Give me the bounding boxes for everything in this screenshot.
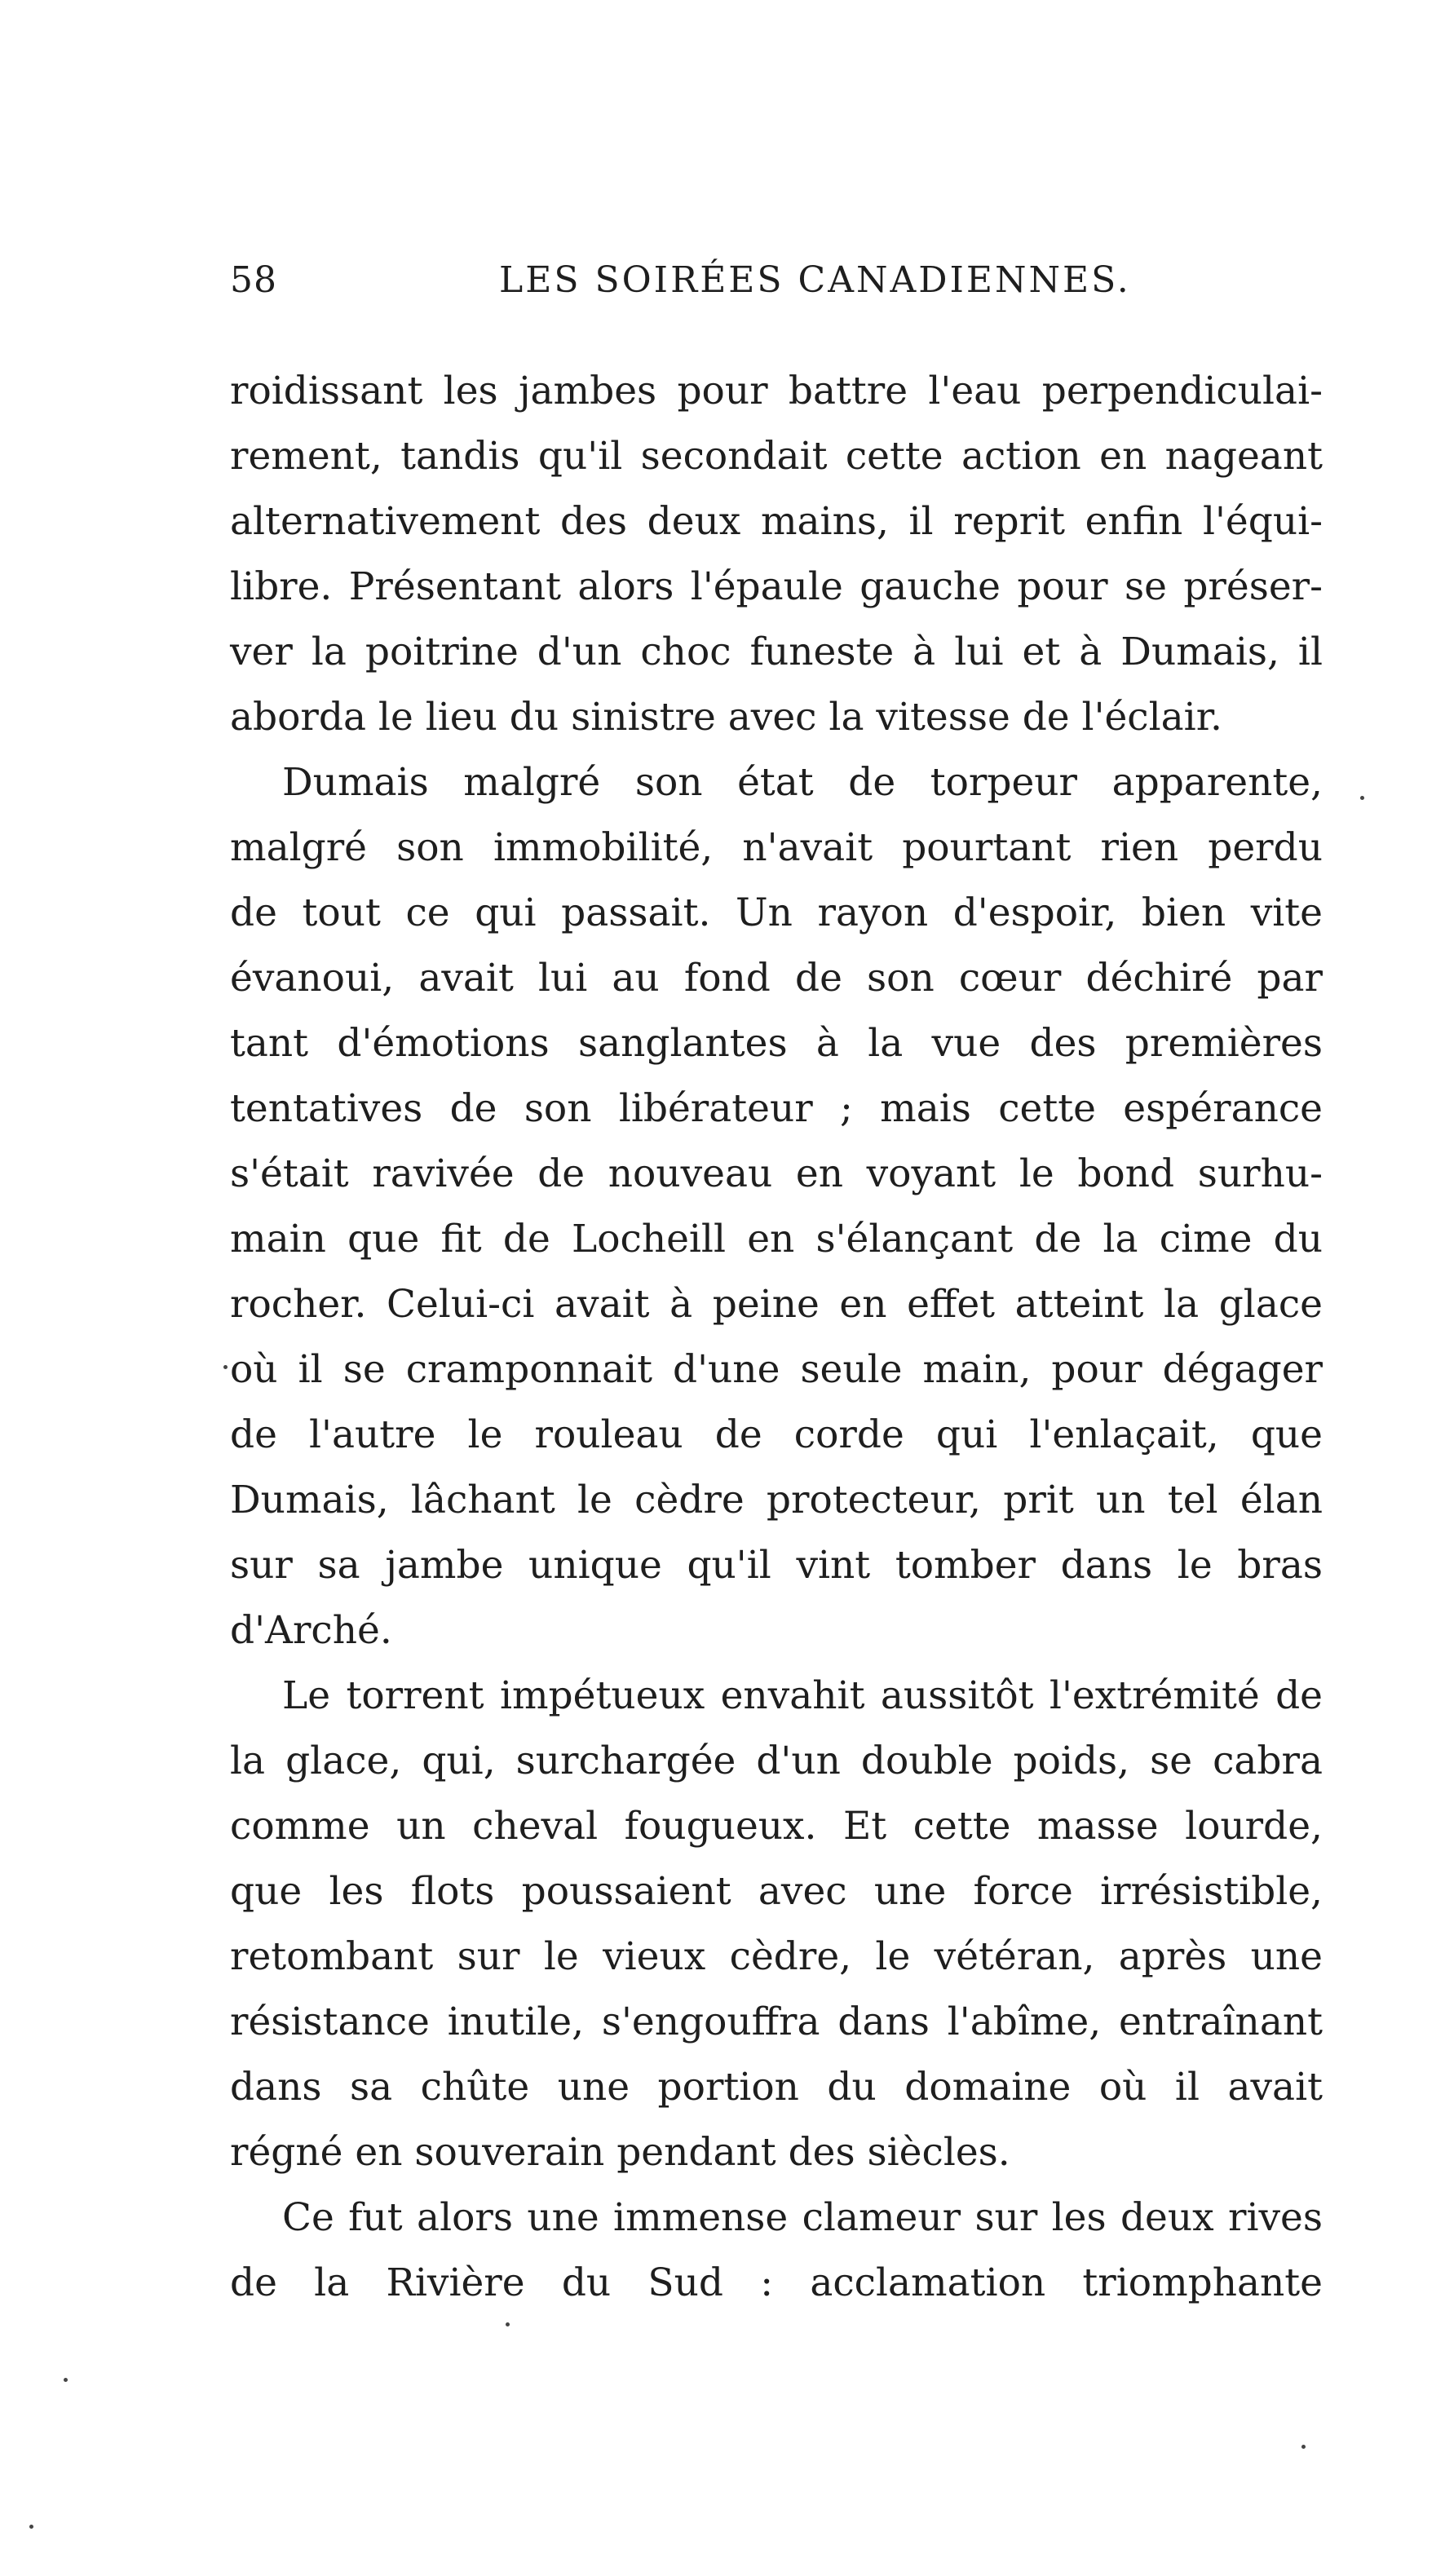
text-line: que les flots poussaient avec une force irrésistible, [230, 1869, 1323, 1914]
text-line: évanoui, avait lui au fond de son cœur déchiré par [230, 956, 1323, 1001]
print-speck [1360, 796, 1364, 800]
body-text [230, 359, 1323, 2316]
text-line: alternativement des deux mains, il reprit enfin l'équi- [230, 499, 1323, 544]
text-line: la glace, qui, surchargée d'un double poids, se cabra [230, 1739, 1323, 1783]
text-line: sur sa jambe unique qu'il vint tomber dans le bras [230, 1543, 1323, 1588]
text-line: retombant sur le vieux cèdre, le vétéran, après une [230, 1934, 1323, 1979]
text-line: résistance inutile, s'engouffra dans l'abîme, entraînant [230, 1999, 1323, 2044]
text-line: Le torrent impétueux envahit aussitôt l'extrémité de [282, 1673, 1323, 1718]
text-line: libre. Présentant alors l'épaule gauche pour se préser- [230, 564, 1323, 609]
text-line: dans sa chûte une portion du domaine où il avait [230, 2065, 1323, 2110]
text-line: Dumais, lâchant le cèdre protecteur, prit un tel élan [230, 1478, 1323, 1522]
running-head [230, 259, 1323, 316]
print-speck [64, 2378, 68, 2382]
text-line: tentatives de son libérateur ; mais cette espérance [230, 1086, 1323, 1131]
text-line: roidissant les jambes pour battre l'eau perpendiculai- [230, 369, 1323, 413]
print-speck [1301, 2445, 1306, 2449]
text-line: ver la poitrine d'un choc funeste à lui et à Dumais, il [230, 630, 1323, 674]
text-line: de tout ce qui passait. Un rayon d'espoir, bien vite [230, 890, 1323, 935]
text-line: comme un cheval fougueux. Et cette masse lourde, [230, 1804, 1323, 1849]
text-line: de la Rivière du Sud : acclamation triomphante [230, 2260, 1323, 2305]
text-line: Ce fut alors une immense clameur sur les deux rives [282, 2195, 1323, 2240]
text-line: s'était ravivée de nouveau en voyant le bond surhu- [230, 1151, 1323, 1196]
text-line: régné en souverain pendant des siècles. [230, 2130, 1010, 2175]
print-speck [29, 2525, 33, 2529]
page-number: 58 [230, 259, 277, 301]
text-line: main que fit de Locheill en s'élançant de la cime du [230, 1217, 1323, 1261]
text-line: rement, tandis qu'il secondait cette action en nageant [230, 434, 1323, 479]
print-speck [223, 1365, 228, 1369]
text-line: où il se cramponnait d'une seule main, pour dégager [230, 1347, 1323, 1392]
text-line: aborda le lieu du sinistre avec la vitesse de l'éclair. [230, 695, 1222, 740]
print-speck [506, 2322, 510, 2326]
text-line: rocher. Celui-ci avait à peine en effet atteint la glace [230, 1282, 1323, 1327]
running-title: LES SOIRÉES CANADIENNES. [499, 259, 1131, 301]
text-line: Dumais malgré son état de torpeur apparente, [282, 760, 1323, 805]
text-line: d'Arché. [230, 1608, 392, 1653]
text-line: tant d'émotions sanglantes à la vue des premières [230, 1021, 1323, 1066]
text-line: de l'autre le rouleau de corde qui l'enlaçait, que [230, 1412, 1323, 1457]
text-line: malgré son immobilité, n'avait pourtant rien perdu [230, 825, 1323, 870]
